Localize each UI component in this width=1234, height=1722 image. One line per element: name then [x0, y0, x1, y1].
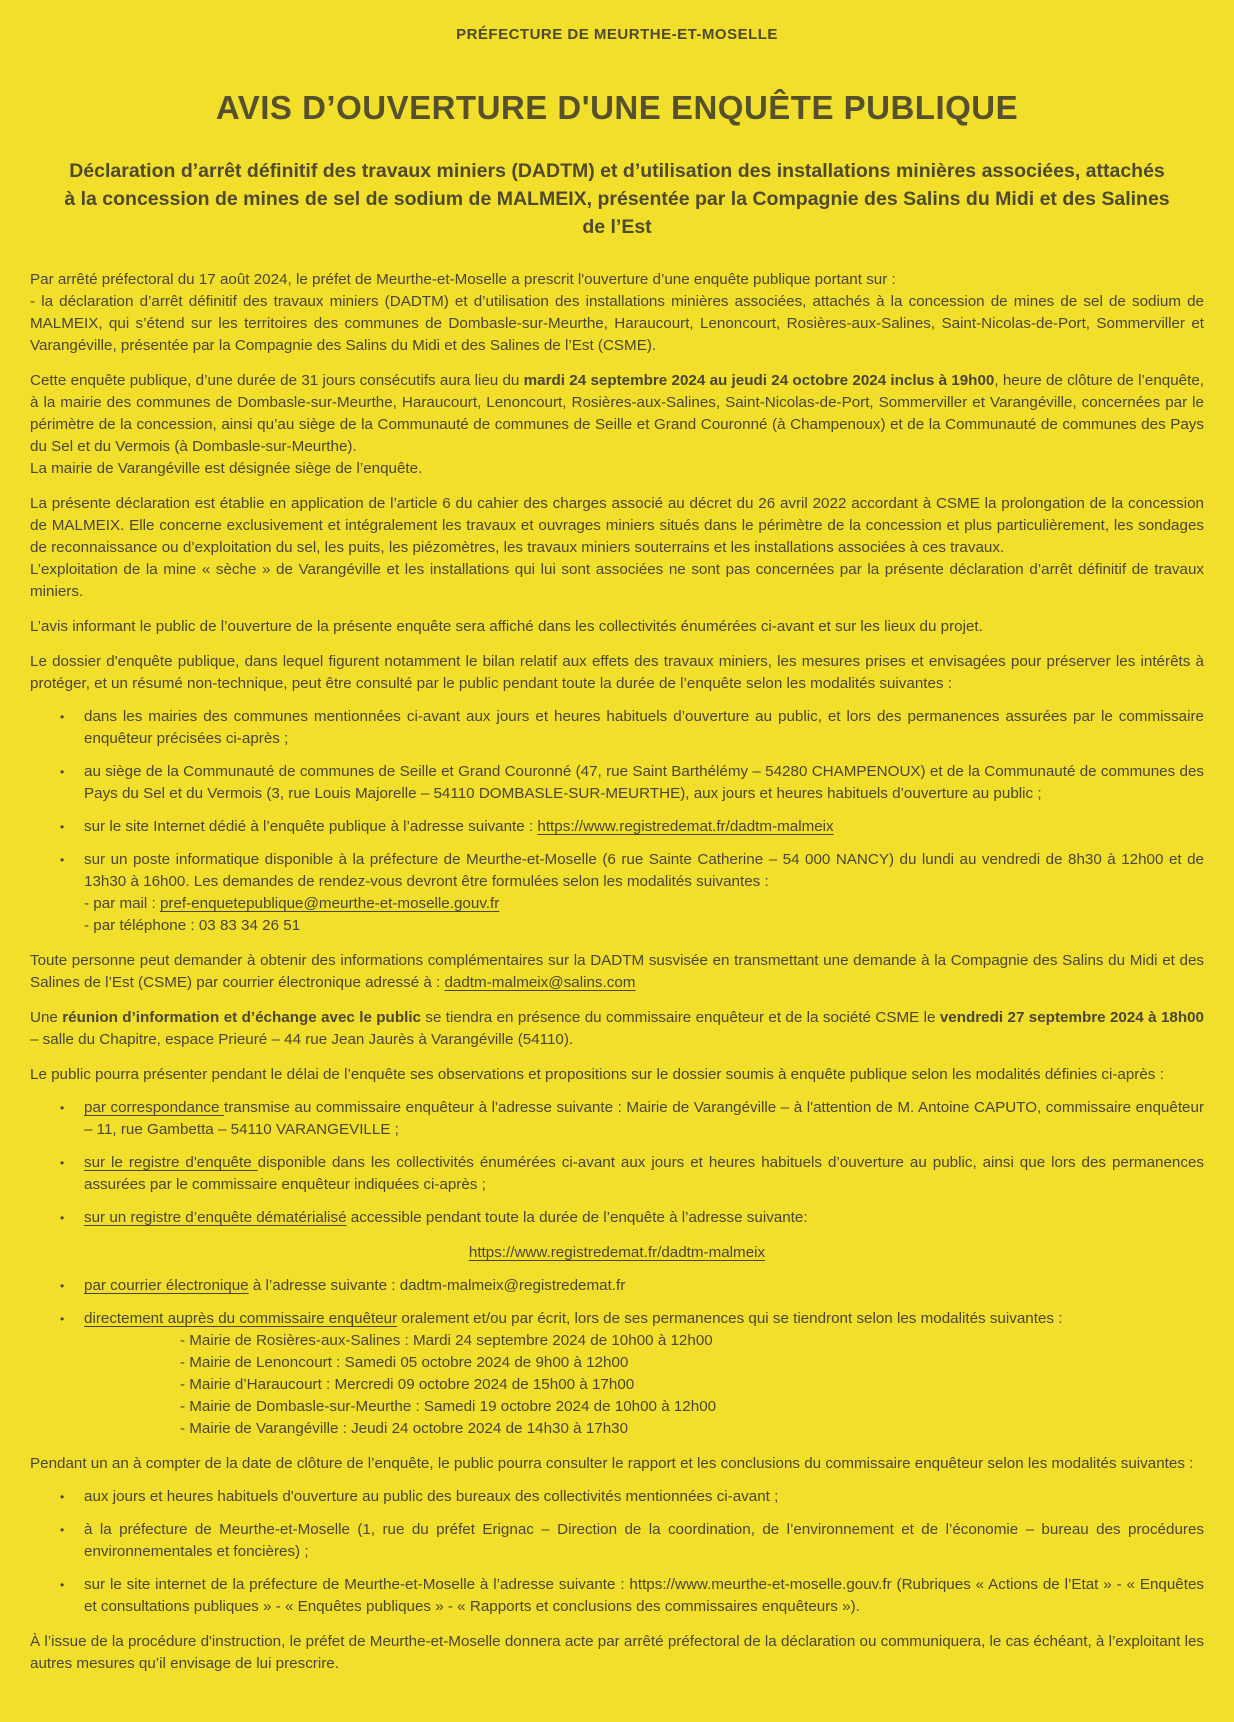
bullet-item	[30, 1574, 1204, 1618]
text-segment: , heure de clôture de l’enquête, à la mairie des communes de Dombasle-sur-Meurthe, Haraucourt, Lenoncourt, Rosières-aux-Salines, Saint-Nicolas-de-Port, Sommerviller et Varangéville, concernées par le périmètre de la concession, ainsi qu’au siège de la Communauté de communes de Seille et Grand Couronné (à Champenoux) et de la Communauté de communes des Pays du Sel et du Vermois (à Dombasle-sur-Meurthe).	[30, 372, 1204, 455]
text-segment: Pendant un an à compter de la date de clôture de l’enquête, le public pourra consulter le rapport et les conclusions du commissaire enquêteur selon les modalités suivantes :	[30, 1455, 1194, 1472]
notice-body	[30, 269, 1204, 1675]
bullet-item	[30, 1486, 1204, 1508]
paragraph	[30, 1064, 1204, 1086]
paragraph	[30, 370, 1204, 458]
text-segment: à la préfecture de Meurthe-et-Moselle (1, rue du préfet Erignac – Direction de la coordination, de l’environnement et de l’économie – bureau des procédures environnementales et foncières) ;	[84, 1521, 1204, 1560]
text-segment: L’exploitation de la mine « sèche » de Varangéville et les installations qui lui sont associées ne sont pas concernées par la présente déclaration d’arrêt définitif de travaux miniers.	[30, 561, 1204, 600]
text-segment: La présente déclaration est établie en application de l’article 6 du cahier des charges associé au décret du 26 avril 2022 accordant à CSME la prolongation de la concession de MALMEIX. Elle concerne exclusivement et intégralement les travaux et ouvrages miniers situés dans le périmètre de la concession et plus particulièrement, les sondages de reconnaissance ou d’exploitation du sel, les puits, les piézomètres, les travaux miniers souterrains et les installations associées à ces travaux.	[30, 495, 1204, 556]
text-segment: sur le site Internet dédié à l’enquête publique à l’adresse suivante :	[84, 818, 538, 835]
bullet-text	[84, 761, 1204, 805]
bullet-icon: •	[60, 1523, 65, 1537]
paragraph	[30, 616, 1204, 638]
text-segment: Le dossier d'enquête publique, dans lequel figurent notamment le bilan relatif aux effets des travaux miniers, les mesures prises et envisagées pour préserver les intérêts à protéger, et un résumé non-technique, peut être consulté par le public pendant toute la durée de l’enquête selon les modalités suivantes :	[30, 653, 1204, 692]
bullet-icon: •	[60, 1101, 65, 1115]
text-segment: L’avis informant le public de l’ouverture de la présente enquête sera affiché dans les collectivités énumérées ci-avant et sur les lieux du projet.	[30, 618, 983, 635]
text-segment: mardi 24 septembre 2024 au jeudi 24 octobre 2024 inclus à 19h00	[523, 372, 995, 389]
bullet-icon: •	[60, 820, 65, 834]
paragraph	[30, 458, 1204, 480]
bullet-icon: •	[60, 1211, 65, 1225]
text-segment: se tiendra en présence du commissaire enquêteur et de la société CSME le	[421, 1009, 940, 1026]
sub-line	[84, 915, 1204, 937]
text-segment: dans les mairies des communes mentionnées ci-avant aux jours et heures habituels d’ouverture au public, et lors des permanences assurées par le commissaire enquêteur précisées ci-après ;	[84, 708, 1204, 747]
bullet-icon: •	[60, 1279, 65, 1293]
bullet-text	[84, 816, 1204, 838]
bullet-text	[84, 1574, 1204, 1618]
bullet-text	[84, 849, 1204, 937]
text-segment: - Mairie de Rosières-aux-Salines : Mardi 24 septembre 2024 de 10h00 à 12h00	[180, 1332, 713, 1349]
sub-line	[84, 893, 1204, 915]
bullet-text	[84, 1519, 1204, 1563]
bullet-item	[30, 706, 1204, 750]
bullet-icon: •	[60, 710, 65, 724]
link-text: pref-enquetepublique@meurthe-et-moselle.gouv.fr	[159, 895, 500, 912]
text-segment: La mairie de Varangéville est désignée siège de l’enquête.	[30, 460, 423, 477]
paragraph	[30, 651, 1204, 695]
centered-link-line	[30, 1242, 1204, 1264]
text-segment: sur le site internet de la préfecture de Meurthe-et-Moselle à l’adresse suivante : https://www.meurthe-et-moselle.gouv.fr (Rubriques « Actions de l’Etat » - « Enquêtes et consultations publiques » - « Enquêtes publiques » - « Rapports et conclusions des commissaires enquêteurs »).	[84, 1576, 1204, 1615]
link-text: https://www.registredemat.fr/dadtm-malmeix	[468, 1244, 766, 1261]
paragraph	[30, 291, 1204, 357]
text-segment: Par arrêté préfectoral du 17 août 2024, le préfet de Meurthe-et-Moselle a prescrit l'ouverture d’une enquête publique portant sur :	[30, 271, 896, 288]
bullet-item	[30, 1275, 1204, 1297]
link-text: dadtm-malmeix@salins.com	[444, 974, 636, 991]
paragraph	[30, 269, 1204, 291]
link-text: directement auprès du commissaire enquêteur	[84, 1310, 398, 1327]
link-text: par courrier électronique	[84, 1277, 249, 1294]
text-segment: – salle du Chapitre, espace Prieuré – 44 rue Jean Jaurès à Varangéville (54110).	[30, 1031, 574, 1048]
text-segment: - la déclaration d’arrêt définitif des travaux miniers (DADTM) et d’utilisation des installations minières associées, attachés à la concession de mines de sel de sodium de MALMEIX, qui s’étend sur les territoires des communes de Dombasle-sur-Meurthe, Haraucourt, Lenoncourt, Rosières-aux-Salines, Saint-Nicolas-de-Port, Sommerviller et Varangéville, présentée par la Compagnie des Salins du Midi et des Salines de l’Est (CSME).	[30, 293, 1204, 354]
paragraph	[30, 1631, 1204, 1675]
bullet-text	[84, 1275, 1204, 1297]
text-segment: disponible dans les collectivités énumérées ci-avant aux jours et heures habituels d’ouverture au public, ainsi que lors des permanences assurées par le commissaire enquêteur indiquées ci-après ;	[84, 1154, 1204, 1193]
text-segment: - Mairie d’Haraucourt : Mercredi 09 octobre 2024 de 15h00 à 17h00	[180, 1376, 635, 1393]
bullet-item	[30, 849, 1204, 937]
bullet-item	[30, 1308, 1204, 1440]
bullet-text	[84, 1207, 1204, 1229]
text-segment: - par téléphone : 03 83 34 26 51	[84, 917, 301, 934]
bullet-icon: •	[60, 1156, 65, 1170]
text-segment: Toute personne peut demander à obtenir des informations complémentaires sur la DADTM susvisée en transmettant une demande à la Compagnie des Salins du Midi et des Salines de l’Est (CSME) par courrier électronique adressé à :	[30, 952, 1204, 991]
text-segment: Une	[30, 1009, 63, 1026]
text-segment: À l’issue de la procédure d'instruction, le préfet de Meurthe-et-Moselle donnera acte par arrêté préfectoral de la déclaration ou communiquera, le cas échéant, à l’exploitant les autres mesures qu’il envisage de lui prescrire.	[30, 1633, 1204, 1672]
link-text: par correspondance	[84, 1099, 224, 1116]
text-segment: - Mairie de Varangéville : Jeudi 24 octobre 2024 de 14h30 à 17h30	[180, 1420, 629, 1437]
text-segment: accessible pendant toute la durée de l’enquête à l’adresse suivante:	[346, 1209, 808, 1226]
bullet-text	[84, 706, 1204, 750]
text-segment: aux jours et heures habituels d'ouverture au public des bureaux des collectivités mentionnées ci-avant ;	[84, 1488, 779, 1505]
prefecture-header: PRÉFECTURE DE MEURTHE-ET-MOSELLE	[456, 26, 778, 43]
bullet-icon: •	[60, 853, 65, 867]
paragraph	[30, 493, 1204, 559]
paragraph	[30, 559, 1204, 603]
sub-line	[180, 1352, 1204, 1374]
text-segment: sur un poste informatique disponible à la préfecture de Meurthe-et-Moselle (6 rue Sainte Catherine – 54 000 NANCY) du lundi au vendredi de 8h30 à 12h00 et de 13h30 à 16h00. Les demandes de rendez-vous devront être formulées selon les modalités suivantes :	[84, 851, 1204, 890]
paragraph	[30, 1007, 1204, 1051]
text-segment: au siège de la Communauté de communes de Seille et Grand Couronné (47, rue Saint Barthélémy – 54280 CHAMPENOUX) et de la Communauté de communes des Pays du Sel et du Vermois (3, rue Louis Majorelle – 54110 DOMBASLE-SUR-MEURTHE), aux jours et heures habituels d’ouverture au public ;	[84, 763, 1204, 802]
bullet-text	[84, 1308, 1204, 1440]
text-segment: oralement et/ou par écrit, lors de ses permanences qui se tiendront selon les modalités suivantes :	[397, 1310, 1063, 1327]
paragraph	[30, 950, 1204, 994]
notice-subtitle: Déclaration d’arrêt définitif des travaux miniers (DADTM) et d’utilisation des installations minières associées, attachés à la concession de mines de sel de sodium de MALMEIX, présentée par la Compagnie des Salins du Midi et des Salines de l’Est	[64, 160, 1170, 238]
bullet-icon: •	[60, 765, 65, 779]
text-segment: transmise au commissaire enquêteur à l'adresse suivante : Mairie de Varangéville – à l'attention de M. Antoine CAPUTO, commissaire enquêteur – 11, rue Gambetta – 54110 VARANGEVILLE ;	[84, 1099, 1204, 1138]
bullet-item	[30, 1519, 1204, 1563]
bullet-icon: •	[60, 1490, 65, 1504]
bullet-item	[30, 1152, 1204, 1196]
sub-line	[180, 1418, 1204, 1440]
link-text: sur un registre d’enquête dématérialisé	[84, 1209, 347, 1226]
bullet-item	[30, 1207, 1204, 1229]
text-segment: - par mail :	[84, 895, 160, 912]
text-segment: - Mairie de Lenoncourt : Samedi 05 octobre 2024 de 9h00 à 12h00	[180, 1354, 629, 1371]
paragraph	[30, 1453, 1204, 1475]
bullet-item	[30, 816, 1204, 838]
sub-line	[180, 1396, 1204, 1418]
text-segment: Le public pourra présenter pendant le délai de l’enquête ses observations et propositions sur le dossier soumis à enquête publique selon les modalités définies ci-après :	[30, 1066, 1164, 1083]
bullet-text	[84, 1097, 1204, 1141]
link-text: sur le registre d'enquête	[84, 1154, 258, 1171]
text-segment: vendredi 27 septembre 2024 à 18h00	[939, 1009, 1205, 1026]
bullet-item	[30, 761, 1204, 805]
bullet-icon: •	[60, 1312, 65, 1326]
bullet-icon: •	[60, 1578, 65, 1592]
bullet-text	[84, 1486, 1204, 1508]
page-title: AVIS D’OUVERTURE D'UNE ENQUÊTE PUBLIQUE	[215, 89, 1019, 126]
text-segment: Cette enquête publique, d’une durée de 31 jours consécutifs aura lieu du	[30, 372, 524, 389]
text-segment: réunion d’information et d’échange avec le public	[62, 1009, 421, 1026]
sub-line	[180, 1374, 1204, 1396]
bullet-text	[84, 1152, 1204, 1196]
bullet-item	[30, 1097, 1204, 1141]
text-segment: à l’adresse suivante : dadtm-malmeix@registredemat.fr	[248, 1277, 626, 1294]
text-segment: - Mairie de Dombasle-sur-Meurthe : Samedi 19 octobre 2024 de 10h00 à 12h00	[180, 1398, 717, 1415]
sub-line	[180, 1330, 1204, 1352]
link-text: https://www.registredemat.fr/dadtm-malmeix	[537, 818, 834, 835]
